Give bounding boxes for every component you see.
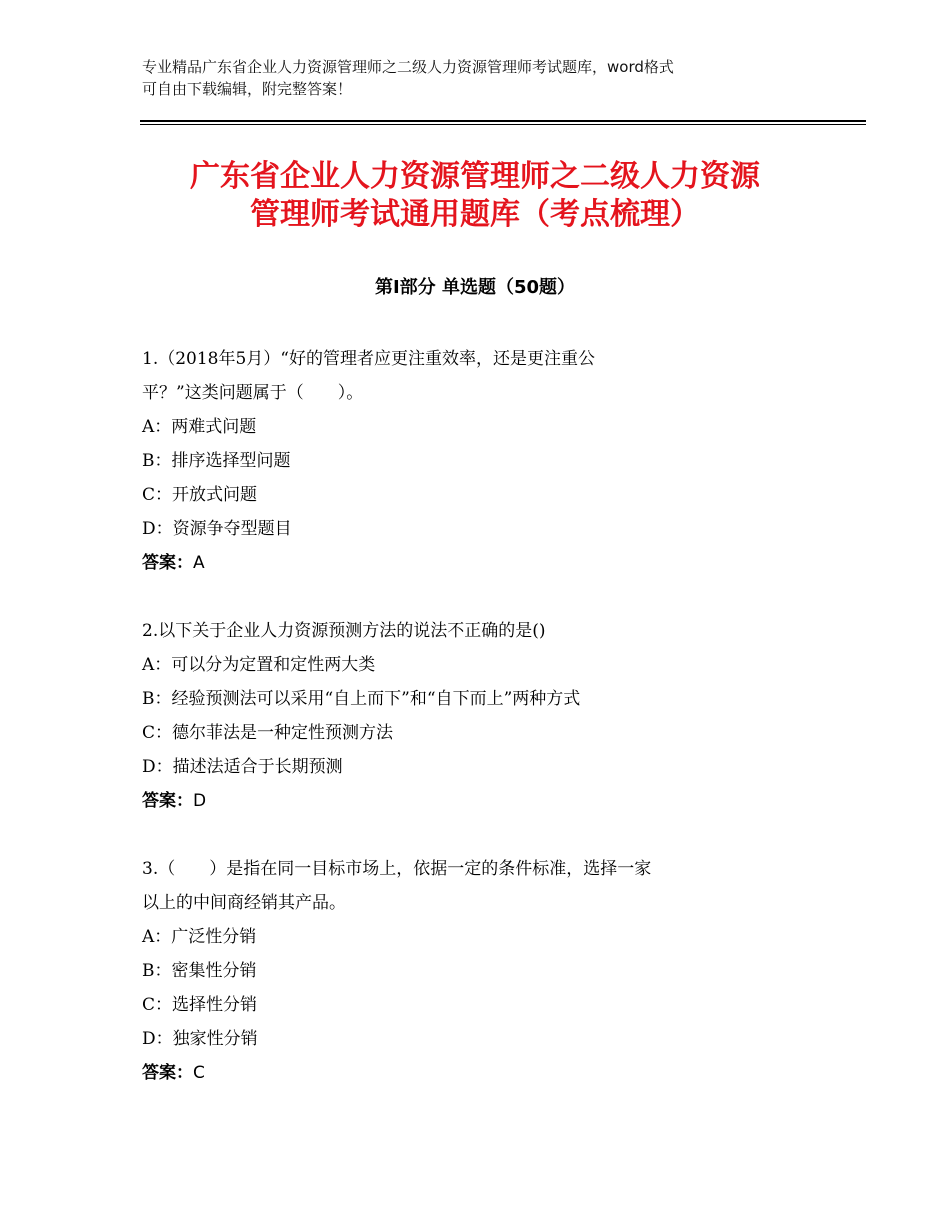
option-b: B：排序选择型问题	[142, 451, 291, 471]
option-c: C：开放式问题	[142, 485, 258, 505]
question-stem-line: 3.（ ）是指在同一目标市场上，依据一定的条件标准，选择一家	[142, 859, 652, 879]
question-stem-line: 平？”这类问题属于（ ）。	[142, 383, 364, 403]
option-d: D：资源争夺型题目	[142, 519, 292, 539]
option-c: C：德尔菲法是一种定性预测方法	[142, 723, 394, 743]
option-a: A：可以分为定置和定性两大类	[142, 655, 376, 675]
answer-line	[142, 1056, 822, 1090]
header-note	[142, 56, 822, 100]
question-1	[142, 342, 822, 580]
section-heading: 第Ⅰ部分 单选题（50题）	[374, 277, 575, 298]
option-b: B：密集性分销	[142, 961, 257, 981]
question-stem-line: 以上的中间商经销其产品。	[142, 893, 346, 913]
answer-line	[142, 546, 822, 580]
answer-label: 答案：	[142, 791, 193, 811]
header-note-line-2: 可自由下载编辑，附完整答案！	[142, 80, 353, 98]
option-c: C：选择性分销	[142, 995, 258, 1015]
option-d: D：描述法适合于长期预测	[142, 757, 343, 777]
question-stem-line: 1.（2018年5月）“好的管理者应更注重效率，还是更注重公	[142, 349, 595, 369]
document-title	[0, 158, 950, 234]
option-a: A：广泛性分销	[142, 927, 257, 947]
header-note-line-1: 专业精品广东省企业人力资源管理师之二级人力资源管理师考试题库，word格式	[142, 58, 674, 76]
header-divider-thick	[140, 120, 866, 122]
answer-value: D	[193, 791, 207, 811]
answer-value: C	[193, 1063, 205, 1083]
answer-label: 答案：	[142, 553, 193, 573]
option-a: A：两难式问题	[142, 417, 257, 437]
question-3	[142, 852, 822, 1090]
question-stem-line: 2.以下关于企业人力资源预测方法的说法不正确的是()	[142, 621, 546, 641]
answer-label: 答案：	[142, 1063, 193, 1083]
question-2	[142, 614, 822, 818]
answer-value: A	[193, 553, 205, 573]
header-divider-thin	[140, 124, 866, 125]
option-d: D：独家性分销	[142, 1029, 258, 1049]
answer-line	[142, 784, 822, 818]
document-title-line-1: 广东省企业人力资源管理师之二级人力资源	[190, 159, 760, 194]
document-title-line-2: 管理师考试通用题库（考点梳理）	[250, 197, 700, 232]
option-b: B：经验预测法可以采用“自上而下”和“自下而上”两种方式	[142, 689, 581, 709]
